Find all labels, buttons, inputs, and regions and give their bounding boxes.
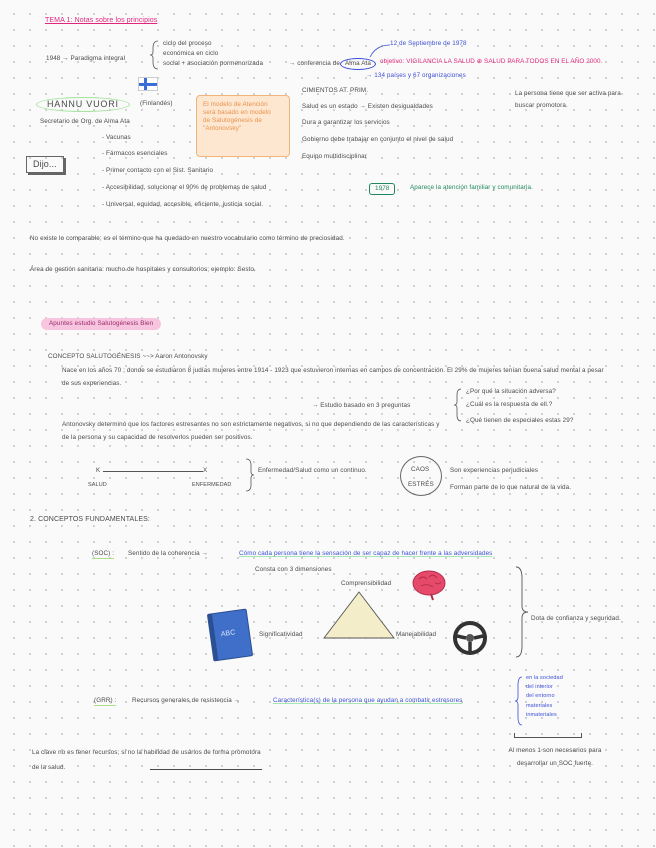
dim-left: Significatividad xyxy=(259,631,303,638)
dim-top: Comprensibilidad xyxy=(341,580,392,587)
atencion-familiar: Aparece la atención familiar y comunitaria. xyxy=(410,184,533,191)
page-title: TEMA 1: Notas sobre los principios xyxy=(45,17,158,24)
grr-side-4: materiales xyxy=(526,703,553,709)
brace-right: Dota de confianza y seguridad. xyxy=(531,615,621,622)
list-item-3: - Primer contacto con el Sist. Sanitario xyxy=(102,167,214,174)
bottom-left: La clave no es tener recursos; si no la habilidad de usarlos de forma promotora de la salud. xyxy=(32,749,261,771)
bottom-right: Al menos 1 son necesarios para desarrollar un SOC fuerte. xyxy=(508,747,602,767)
year-1978: 1978 xyxy=(369,183,395,195)
middle-line-1: CIMIENTOS AT. PRIM. xyxy=(302,87,369,94)
brace-item-2: económica en ciclo xyxy=(163,50,219,57)
grr-label: (GRR) : xyxy=(94,697,117,704)
grr-text: Recursos generales de resistencia → xyxy=(132,697,241,704)
name-note: (Finlandés) xyxy=(140,100,173,107)
estres-label: ESTRÉS xyxy=(408,481,434,488)
year-line: 1948 → Paradigma integral xyxy=(46,55,126,62)
triangle xyxy=(322,590,396,640)
secretario: Secretario de Org. de Alma Ata xyxy=(40,118,130,125)
dimensions-brace xyxy=(515,566,529,658)
grr-side-2: del interior xyxy=(526,684,553,690)
brace-text: Enfermedad/Salud como un continuo. xyxy=(258,467,367,474)
experience-2: Forman parte de lo que natural de la vida. xyxy=(450,484,572,491)
dijo-box: Dijo... xyxy=(26,156,64,173)
list-item-5: - Universal, equidad, accesible, eficiente, justicia social. xyxy=(102,201,264,208)
bottom-right-rule xyxy=(514,737,582,738)
middle-line-4: Gobierno debe trabajar en conjunto el nivel de salud xyxy=(302,136,454,143)
concept-p1: Nace en los años 70 ; donde se estudiaron 8 judías mujeres entre 1914 - 1923 que estuvieron internas en campos de concentración. El 29% de mujeres tenían buena salud mental a pesar de sus experiencias. xyxy=(62,367,604,387)
list-item-2: - Fármacos esenciales xyxy=(102,150,168,157)
steering-wheel-icon xyxy=(453,621,487,655)
questions-brace xyxy=(454,388,462,422)
book-icon: ABC xyxy=(207,608,253,661)
middle-line-3: Dura a garantizar los servicios xyxy=(302,119,390,126)
consta: Consta con 3 dimensiones xyxy=(255,566,332,573)
brace-item-3: social + asociación pormenorizada xyxy=(163,60,264,67)
bottom-right-tick-r xyxy=(581,733,582,738)
grr-brace xyxy=(515,676,523,726)
section2-header: 2. CONCEPTOS FUNDAMENTALES: xyxy=(30,516,150,523)
axis-right-mark: X xyxy=(203,467,208,474)
caos-label: CAOS xyxy=(411,466,430,473)
bottom-right-tick-l xyxy=(514,733,515,738)
soc-text: Sentido de la coherencia → xyxy=(128,550,208,557)
concept-p2: Antonovsky determinó que los factores estresantes no son estrictamente negativos, si no que dependiendo de las características y de la persona y su capacidad de resolverlos pueden ser positivos. xyxy=(62,421,440,441)
finland-flag xyxy=(138,77,158,91)
orange-note: El modelo de Atención será basado en modelo de Salutogénesis de "Antonovsky" xyxy=(196,95,290,157)
brain-icon xyxy=(411,569,447,601)
question-2: ¿Cuál es la respuesta de ell.? xyxy=(466,401,553,408)
date-note: 12 de Septiembre de 1978 xyxy=(390,40,467,47)
grr-definition: Característica(s) de la persona que ayudan a combatir estresores xyxy=(273,697,463,704)
axis-right-label: ENFERMEDAD xyxy=(192,482,232,488)
caos-circle xyxy=(400,456,442,496)
name-label: HANNU VUORI xyxy=(36,97,130,112)
countries-note: → 134 países y 67 organizaciones xyxy=(366,72,466,79)
alma-ata: Alma Ata xyxy=(340,58,376,70)
grr-side-5: inmateriales xyxy=(526,712,557,718)
middle-line-2: Salud es un estado → Existen desigualdades xyxy=(302,103,433,110)
brace-item-1: ciclo del proceso xyxy=(163,40,212,47)
question-3: ¿Qué tienen de especiales estas 29? xyxy=(466,417,574,424)
axis-line xyxy=(103,471,203,472)
soc-definition: Cómo cada persona tiene la sensación de ser capaz de hacer frente a las adversidades xyxy=(239,550,493,557)
middle-line-5: Equipo multidisciplinar xyxy=(302,153,367,160)
grr-side-3: del entorno xyxy=(526,693,555,699)
right-note: La persona tiene que ser activa para buscar promotora. xyxy=(515,90,621,109)
concept-header: CONCEPTO SALUTOGÉNESIS ~~> Aaron Antonovsky xyxy=(48,353,208,360)
soc-label: (SOC) : xyxy=(92,550,115,557)
list-item-4: - Accesibilidad, solucionar el 90% de problemas de salud xyxy=(102,184,267,191)
objetivo: objetivo: VIGILANCIA LA SALUD ⊕ SALUD PARA TODOS EN EL AÑO 2000. xyxy=(380,58,603,65)
dim-right: Manejabilidad xyxy=(396,631,437,638)
grr-side-1: en la sociedad xyxy=(526,675,563,681)
axis-brace xyxy=(245,458,255,492)
experience-1: Son experiencias perjudiciales xyxy=(450,467,539,474)
para-1: No existe lo comparable; es el término que ha quedado en nuestro vocabulario como término de preciosidad. xyxy=(30,235,345,242)
date-arrow xyxy=(368,43,392,59)
arrow-text: → conferencia de xyxy=(289,60,340,67)
axis-left-label: SALUD xyxy=(88,482,107,488)
pink-pill: Apuntes estudio Salutogénesis Bien xyxy=(41,318,161,330)
top-brace xyxy=(150,40,160,70)
bottom-left-underline xyxy=(150,769,262,770)
axis-left-mark: K xyxy=(96,467,101,474)
list-item-1: - Vacunas xyxy=(102,134,131,141)
arrow-q: → Estudio basado en 3 preguntas xyxy=(312,402,411,409)
question-1: ¿Por qué la situación adversa? xyxy=(466,388,556,395)
para-2: Área de gestión sanitaria: mucho de hospitales y consultorios; ejemplo: Sesto. xyxy=(30,266,256,273)
